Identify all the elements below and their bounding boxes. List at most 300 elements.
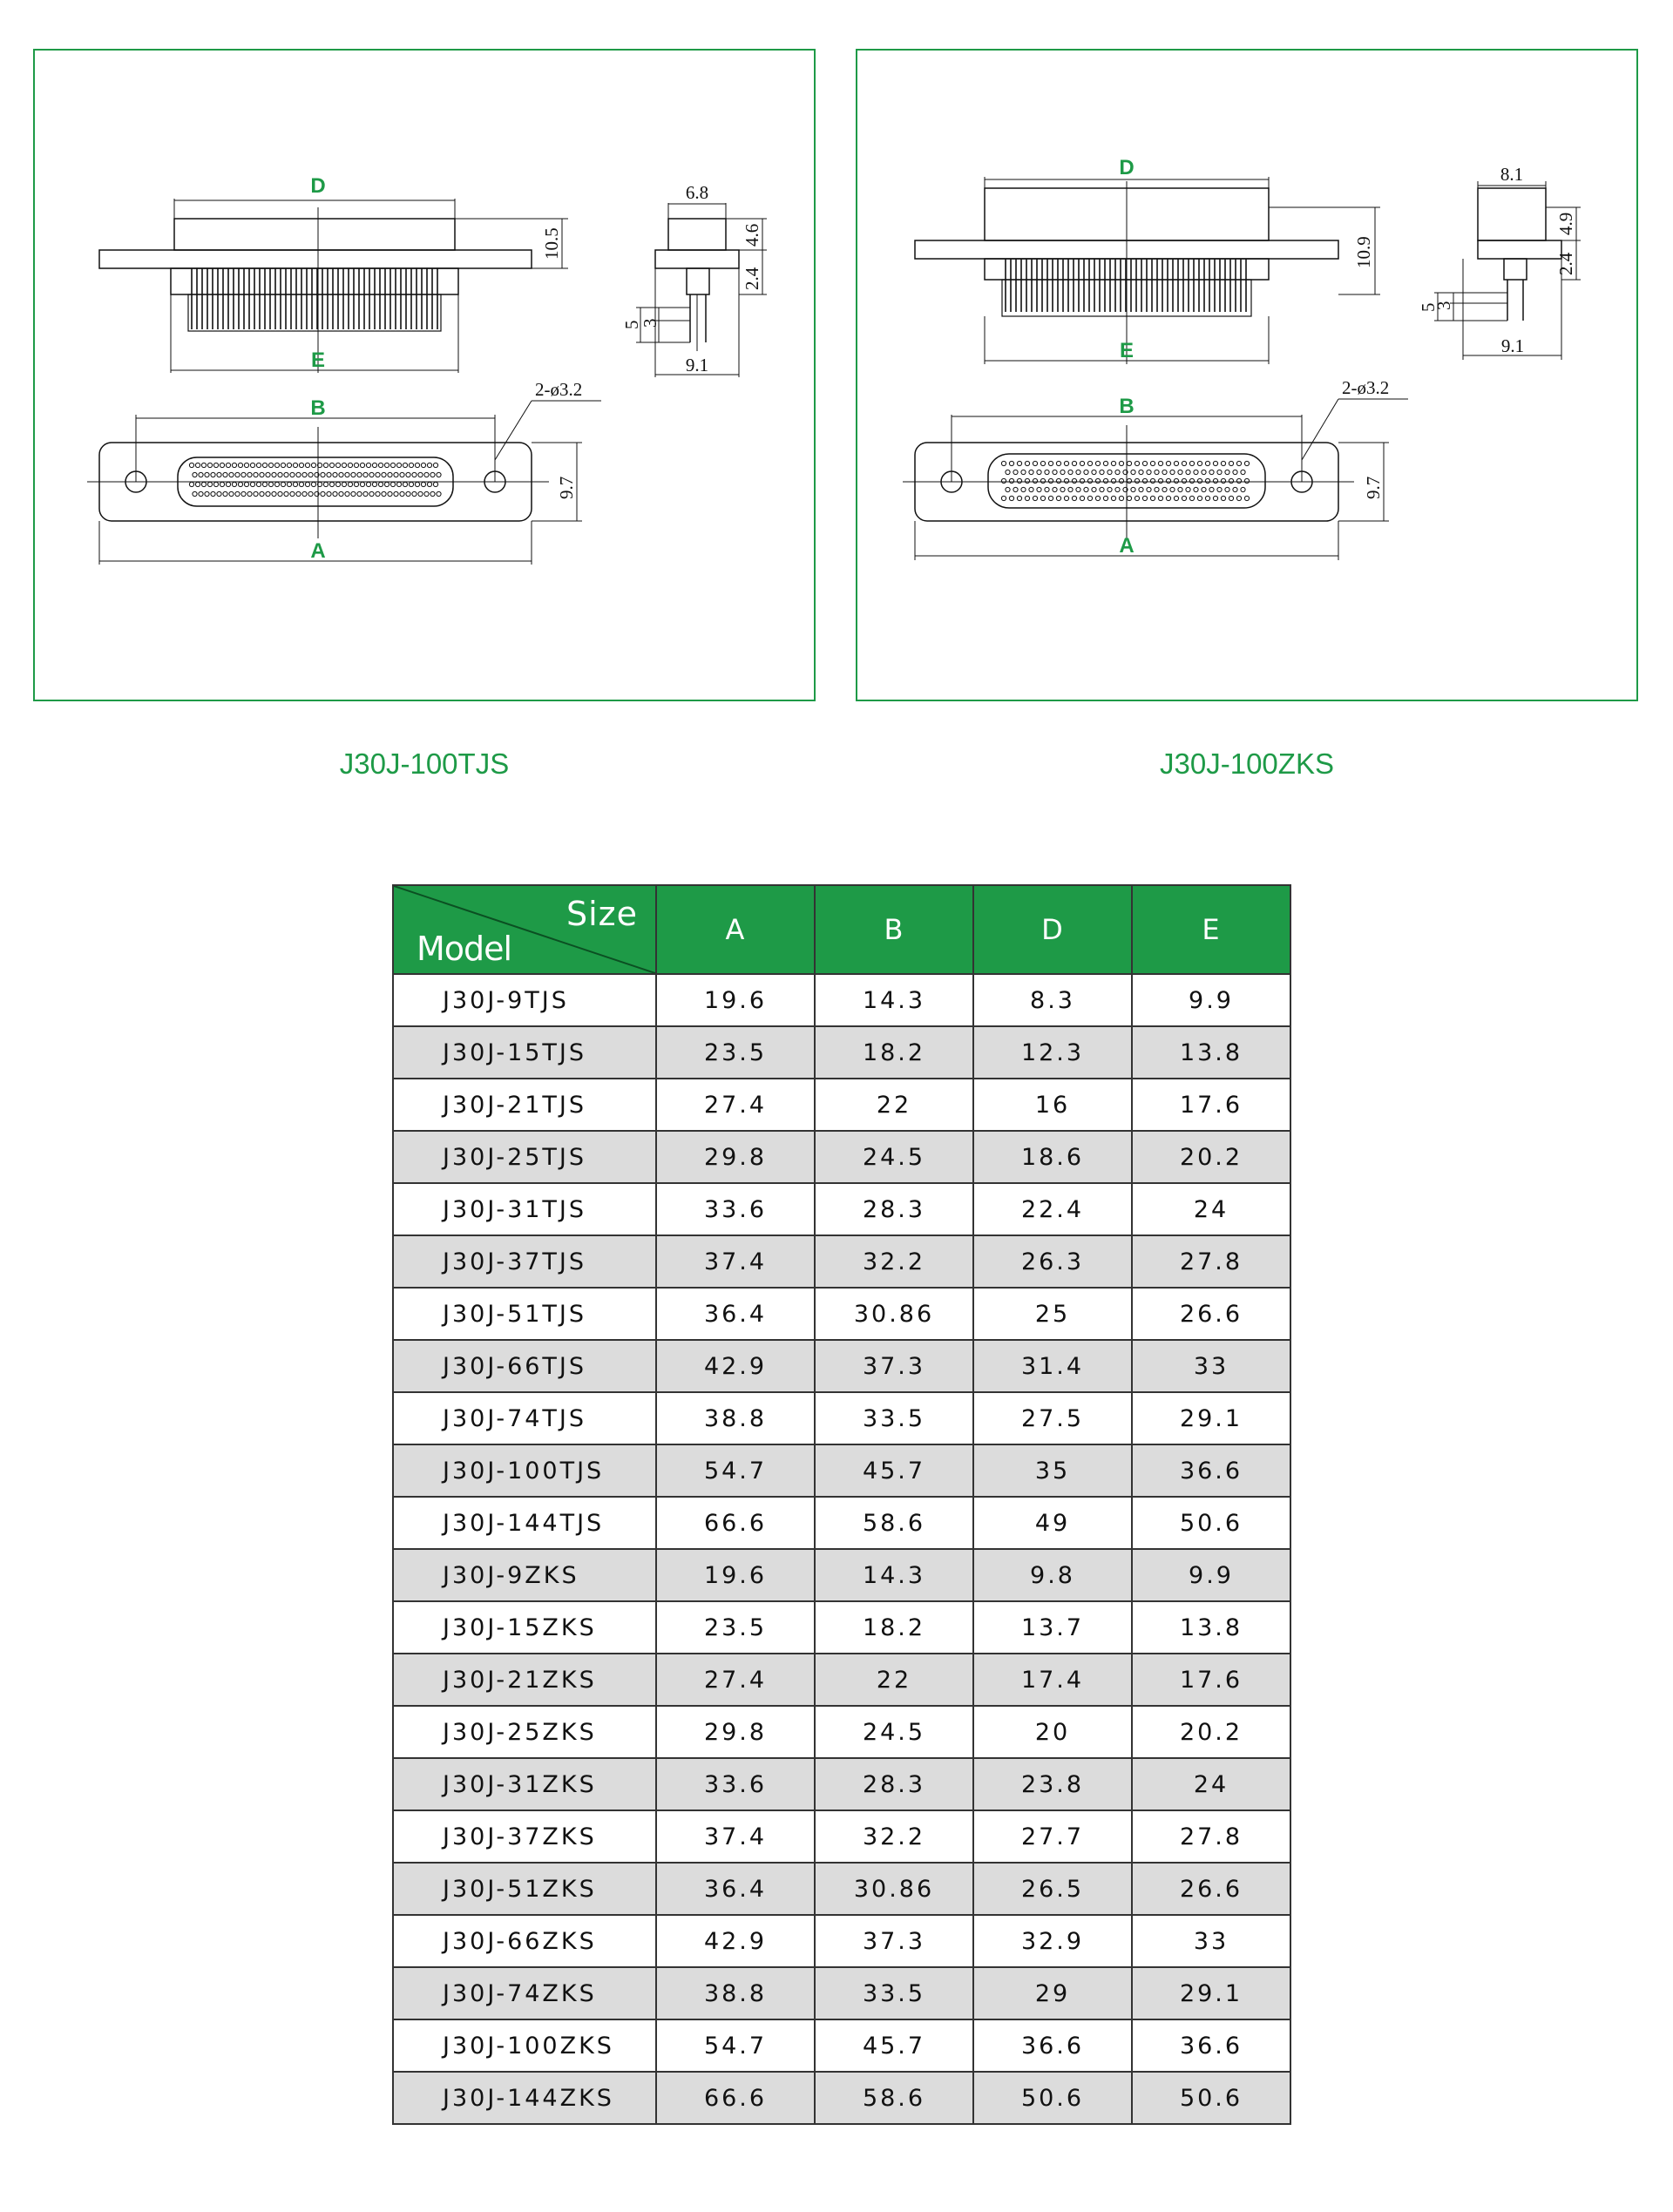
contact-dot <box>1135 496 1139 500</box>
contact-dot <box>1009 461 1013 465</box>
contact-dot <box>384 482 389 486</box>
value-cell: 26.6 <box>1132 1863 1290 1915</box>
table-row <box>393 1026 1290 1079</box>
value-cell: 29.1 <box>1132 1392 1290 1444</box>
value-cell: 31.4 <box>973 1340 1132 1392</box>
label-d: D <box>310 174 326 198</box>
contact-dot <box>1001 478 1006 483</box>
contact-dot <box>284 491 288 496</box>
contact-dot <box>415 482 419 486</box>
contact-dot <box>430 472 435 477</box>
contact-dot <box>1080 496 1084 500</box>
contact-dot <box>1040 496 1045 500</box>
contact-dot <box>384 463 389 467</box>
value-cell: 50.6 <box>1132 2072 1290 2124</box>
contact-dot <box>1186 470 1190 474</box>
table-row <box>393 1967 1290 2019</box>
contact-dot <box>1084 487 1088 491</box>
contact-dot <box>1158 478 1162 483</box>
contact-dot <box>394 491 398 496</box>
contact-dot <box>1072 496 1076 500</box>
contact-dot <box>342 482 346 486</box>
value-cell: 8.3 <box>973 974 1132 1026</box>
dim-lower: 2.4 <box>742 267 762 290</box>
contact-dot <box>1233 487 1237 491</box>
contact-dot <box>1150 478 1155 483</box>
table-row <box>393 1288 1290 1340</box>
contact-dot <box>321 491 325 496</box>
value-cell: 58.6 <box>815 1497 973 1549</box>
contact-dot <box>1178 470 1182 474</box>
label-b: B <box>310 396 326 420</box>
dim-pin-total: 5 <box>621 320 642 329</box>
contact-dot <box>1053 487 1057 491</box>
column-header: A <box>656 885 815 974</box>
contact-dot <box>378 463 383 467</box>
contact-dot <box>394 472 398 477</box>
contact-dot <box>424 491 429 496</box>
contact-dot <box>351 472 356 477</box>
contact-dot <box>217 491 221 496</box>
contact-dot <box>382 472 386 477</box>
contact-dot <box>360 463 364 467</box>
value-cell: 28.3 <box>815 1758 973 1810</box>
contact-dot <box>412 472 417 477</box>
contact-dot <box>1107 470 1112 474</box>
contact-dot <box>1025 461 1029 465</box>
value-cell: 27.8 <box>1132 1235 1290 1288</box>
model-cell: J30J-21ZKS <box>393 1654 656 1706</box>
value-cell: 24.5 <box>815 1706 973 1758</box>
contact-dot <box>1139 487 1143 491</box>
contact-dot <box>1017 478 1021 483</box>
contact-dot <box>1229 478 1233 483</box>
contact-dot <box>1221 461 1225 465</box>
value-cell: 20.2 <box>1132 1131 1290 1183</box>
contact-dot <box>1048 461 1053 465</box>
contact-dot <box>1244 496 1249 500</box>
contact-dot <box>205 491 209 496</box>
contact-dot <box>409 463 413 467</box>
contact-dot <box>329 482 334 486</box>
contact-dot <box>1021 470 1026 474</box>
contact-dot <box>1182 496 1186 500</box>
contact-dot <box>299 482 303 486</box>
drawing-caption-zks: J30J-100ZKS <box>1160 747 1334 780</box>
contact-dot <box>1064 461 1068 465</box>
contact-dot <box>1056 461 1060 465</box>
value-cell: 9.9 <box>1132 974 1290 1026</box>
contact-dot <box>250 482 254 486</box>
pin-row <box>192 268 437 329</box>
contact-grid <box>189 463 441 496</box>
contact-dot <box>1029 470 1033 474</box>
drawing-caption-tjs: J30J-100TJS <box>339 747 510 780</box>
contact-dot <box>1095 461 1100 465</box>
value-cell: 36.6 <box>1132 1444 1290 1497</box>
value-cell: 29.8 <box>656 1706 815 1758</box>
model-cell: J30J-9TJS <box>393 974 656 1026</box>
model-cell: J30J-37ZKS <box>393 1810 656 1863</box>
contact-dot <box>199 472 203 477</box>
size-header-label: Size <box>566 895 638 933</box>
contact-dot <box>378 482 383 486</box>
contact-dot <box>366 463 370 467</box>
connector-drawing-tjs <box>35 51 814 700</box>
value-cell: 36.4 <box>656 1288 815 1340</box>
contact-dot <box>232 463 236 467</box>
model-cell: J30J-66TJS <box>393 1340 656 1392</box>
contact-dot <box>1009 478 1013 483</box>
contact-dot <box>339 472 343 477</box>
dimension-table <box>392 884 1291 2125</box>
value-cell: 49 <box>973 1497 1132 1549</box>
table-row <box>393 974 1290 1026</box>
contact-dot <box>211 491 215 496</box>
contact-dot <box>287 463 291 467</box>
value-cell: 13.8 <box>1132 1026 1290 1079</box>
contact-dot <box>1115 470 1120 474</box>
contact-dot <box>1006 487 1010 491</box>
contact-dot <box>369 491 374 496</box>
value-cell: 20.2 <box>1132 1706 1290 1758</box>
value-cell: 24.5 <box>815 1131 973 1183</box>
value-cell: 20 <box>973 1706 1132 1758</box>
value-cell: 50.6 <box>973 2072 1132 2124</box>
contact-dot <box>1103 478 1107 483</box>
contact-dot <box>213 482 218 486</box>
value-cell: 30.86 <box>815 1863 973 1915</box>
value-cell: 32.9 <box>973 1915 1132 1967</box>
contact-dot <box>296 472 301 477</box>
value-cell: 18.6 <box>973 1131 1132 1183</box>
contact-dot <box>1029 487 1033 491</box>
label-d: D <box>1119 156 1135 179</box>
contact-dot <box>247 472 252 477</box>
contact-dot <box>223 491 227 496</box>
contact-dot <box>1182 478 1186 483</box>
contact-dot <box>1147 470 1151 474</box>
value-cell: 9.9 <box>1132 1549 1290 1601</box>
contact-dot <box>1174 496 1178 500</box>
contact-dot <box>199 491 203 496</box>
contact-dot <box>1170 470 1175 474</box>
contact-dot <box>1021 487 1026 491</box>
contact-dot <box>1068 470 1073 474</box>
contact-dot <box>189 482 193 486</box>
contact-dot <box>1162 470 1167 474</box>
contact-dot <box>430 491 435 496</box>
contact-dot <box>1119 478 1123 483</box>
value-cell: 50.6 <box>1132 1497 1290 1549</box>
dim-height: 10.5 <box>541 227 562 260</box>
contact-dot <box>1158 461 1162 465</box>
contact-dot <box>396 463 401 467</box>
contact-dot <box>433 482 437 486</box>
table-row <box>393 1183 1290 1235</box>
contact-dot <box>308 491 313 496</box>
drawing-panel-zks <box>856 49 1638 701</box>
contact-dot <box>1202 487 1206 491</box>
model-cell: J30J-25TJS <box>393 1131 656 1183</box>
contact-dot <box>1209 470 1214 474</box>
model-cell: J30J-100ZKS <box>393 2019 656 2072</box>
contact-dot <box>1139 470 1143 474</box>
contact-dot <box>390 482 395 486</box>
contact-dot <box>335 482 340 486</box>
contact-dot <box>329 463 334 467</box>
contact-dot <box>1060 487 1065 491</box>
contact-dot <box>274 463 279 467</box>
contact-dot <box>363 472 368 477</box>
contact-dot <box>1205 496 1209 500</box>
contact-dot <box>299 463 303 467</box>
contact-dot <box>1147 487 1151 491</box>
contact-dot <box>1056 496 1060 500</box>
value-cell: 24 <box>1132 1183 1290 1235</box>
contact-dot <box>327 472 331 477</box>
contact-dot <box>195 463 200 467</box>
contact-dot <box>1142 496 1147 500</box>
value-cell: 13.8 <box>1132 1601 1290 1654</box>
contact-dot <box>1174 461 1178 465</box>
value-cell: 22.4 <box>973 1183 1132 1235</box>
contact-dot <box>305 463 309 467</box>
contact-dot <box>207 463 212 467</box>
contact-dot <box>281 463 285 467</box>
contact-dot <box>1037 470 1041 474</box>
model-cell: J30J-74TJS <box>393 1392 656 1444</box>
value-cell: 37.3 <box>815 1340 973 1392</box>
value-cell: 25 <box>973 1288 1132 1340</box>
contact-dot <box>1241 470 1245 474</box>
value-cell: 14.3 <box>815 974 973 1026</box>
contact-dot <box>335 463 340 467</box>
value-cell: 36.4 <box>656 1863 815 1915</box>
contact-dot <box>1166 461 1170 465</box>
contact-dot <box>345 491 349 496</box>
label-a: A <box>310 539 326 563</box>
model-cell: J30J-74ZKS <box>393 1967 656 2019</box>
contact-dot <box>1006 470 1010 474</box>
contact-dot <box>354 463 358 467</box>
contact-dot <box>1095 496 1100 500</box>
contact-dot <box>418 472 423 477</box>
contact-dot <box>272 472 276 477</box>
label-e: E <box>1119 339 1135 362</box>
contact-dot <box>372 482 376 486</box>
contact-dot <box>1064 478 1068 483</box>
model-cell: J30J-25ZKS <box>393 1706 656 1758</box>
corner-header <box>393 885 656 974</box>
contact-dot <box>1048 478 1053 483</box>
contact-dot <box>195 482 200 486</box>
dim-height: 10.9 <box>1353 236 1374 268</box>
value-cell: 29.8 <box>656 1131 815 1183</box>
contact-dot <box>339 491 343 496</box>
value-cell: 33.6 <box>656 1183 815 1235</box>
value-cell: 42.9 <box>656 1340 815 1392</box>
contact-dot <box>1056 478 1060 483</box>
contact-dot <box>268 463 273 467</box>
value-cell: 36.6 <box>973 2019 1132 2072</box>
contact-dot <box>1131 487 1135 491</box>
contact-dot <box>1111 496 1115 500</box>
value-cell: 28.3 <box>815 1183 973 1235</box>
contact-dot <box>1150 496 1155 500</box>
value-cell: 26.5 <box>973 1863 1132 1915</box>
contact-dot <box>437 491 441 496</box>
contact-dot <box>1013 470 1018 474</box>
contact-dot <box>1100 470 1104 474</box>
connector-drawing-zks <box>857 51 1636 700</box>
contact-dot <box>1060 470 1065 474</box>
value-cell: 66.6 <box>656 1497 815 1549</box>
contact-dot <box>193 491 197 496</box>
contact-dot <box>241 491 246 496</box>
contact-dot <box>421 463 425 467</box>
value-cell: 23.5 <box>656 1026 815 1079</box>
contact-dot <box>241 472 246 477</box>
value-cell: 33.5 <box>815 1967 973 2019</box>
contact-dot <box>284 472 288 477</box>
contact-dot <box>1244 478 1249 483</box>
contact-dot <box>1233 470 1237 474</box>
contact-dot <box>342 463 346 467</box>
contact-dot <box>1178 487 1182 491</box>
contact-dot <box>1076 470 1080 474</box>
value-cell: 23.5 <box>656 1601 815 1654</box>
value-cell: 12.3 <box>973 1026 1132 1079</box>
contact-dot <box>1017 461 1021 465</box>
value-cell: 32.2 <box>815 1235 973 1288</box>
contact-dot <box>388 472 392 477</box>
contact-dot <box>1048 496 1053 500</box>
contact-dot <box>1040 461 1045 465</box>
contact-dot <box>1040 478 1045 483</box>
model-cell: J30J-51ZKS <box>393 1863 656 1915</box>
dim-pin-part: 3 <box>640 318 660 328</box>
table-row <box>393 1131 1290 1183</box>
contact-dot <box>244 482 248 486</box>
table-row <box>393 1340 1290 1392</box>
contact-dot <box>360 482 364 486</box>
dim-lower: 2.4 <box>1555 252 1576 275</box>
contact-dot <box>1202 470 1206 474</box>
contact-dot <box>403 463 407 467</box>
contact-dot <box>278 472 282 477</box>
contact-dot <box>1174 478 1178 483</box>
contact-dot <box>1025 478 1029 483</box>
value-cell: 13.7 <box>973 1601 1132 1654</box>
contact-dot <box>1045 487 1049 491</box>
table-row <box>393 1392 1290 1444</box>
pin-row <box>1006 259 1246 312</box>
contact-dot <box>1033 496 1037 500</box>
contact-dot <box>1037 487 1041 491</box>
value-cell: 33.6 <box>656 1758 815 1810</box>
table-row <box>393 1863 1290 1915</box>
model-header-label: Model <box>417 930 512 968</box>
contact-dot <box>1217 470 1222 474</box>
model-cell: J30J-100TJS <box>393 1444 656 1497</box>
contact-dot <box>1131 470 1135 474</box>
contact-dot <box>1217 487 1222 491</box>
model-cell: J30J-21TJS <box>393 1079 656 1131</box>
contact-dot <box>207 482 212 486</box>
contact-dot <box>220 482 224 486</box>
contact-dot <box>1194 470 1198 474</box>
contact-dot <box>1103 461 1107 465</box>
contact-dot <box>305 482 309 486</box>
contact-dot <box>189 463 193 467</box>
value-cell: 26.6 <box>1132 1288 1290 1340</box>
contact-dot <box>345 472 349 477</box>
contact-dot <box>1013 487 1018 491</box>
model-cell: J30J-15TJS <box>393 1026 656 1079</box>
contact-dot <box>1197 461 1202 465</box>
contact-dot <box>400 491 404 496</box>
contact-dot <box>1150 461 1155 465</box>
contact-dot <box>412 491 417 496</box>
contact-dot <box>1197 478 1202 483</box>
value-cell: 30.86 <box>815 1288 973 1340</box>
contact-dot <box>427 482 431 486</box>
contact-dot <box>1033 478 1037 483</box>
value-cell: 16 <box>973 1079 1132 1131</box>
contact-dot <box>382 491 386 496</box>
value-cell: 27.4 <box>656 1079 815 1131</box>
contact-dot <box>421 482 425 486</box>
contact-dot <box>1115 487 1120 491</box>
contact-dot <box>1142 478 1147 483</box>
contact-dot <box>323 482 328 486</box>
value-cell: 24 <box>1132 1758 1290 1810</box>
contact-dot <box>226 482 230 486</box>
contact-dot <box>409 482 413 486</box>
contact-dot <box>308 472 313 477</box>
value-cell: 9.8 <box>973 1549 1132 1601</box>
contact-dot <box>256 463 261 467</box>
contact-dot <box>1155 487 1159 491</box>
contact-dot <box>1221 496 1225 500</box>
value-cell: 58.6 <box>815 2072 973 2124</box>
contact-dot <box>1186 487 1190 491</box>
contact-dot <box>302 472 307 477</box>
table-row <box>393 1497 1290 1549</box>
contact-dot <box>1001 496 1006 500</box>
value-cell: 42.9 <box>656 1915 815 1967</box>
contact-dot <box>1158 496 1162 500</box>
table-row <box>393 1444 1290 1497</box>
contact-dot <box>357 491 362 496</box>
value-cell: 35 <box>973 1444 1132 1497</box>
contact-dot <box>1236 461 1241 465</box>
contact-dot <box>376 491 380 496</box>
contact-dot <box>1053 470 1057 474</box>
contact-dot <box>1045 470 1049 474</box>
value-cell: 17.6 <box>1132 1079 1290 1131</box>
contact-dot <box>323 463 328 467</box>
contact-dot <box>290 491 295 496</box>
contact-dot <box>406 491 410 496</box>
contact-dot <box>363 491 368 496</box>
contact-dot <box>1225 470 1229 474</box>
contact-dot <box>1076 487 1080 491</box>
contact-dot <box>1092 470 1096 474</box>
table-row <box>393 2019 1290 2072</box>
contact-dot <box>262 482 267 486</box>
